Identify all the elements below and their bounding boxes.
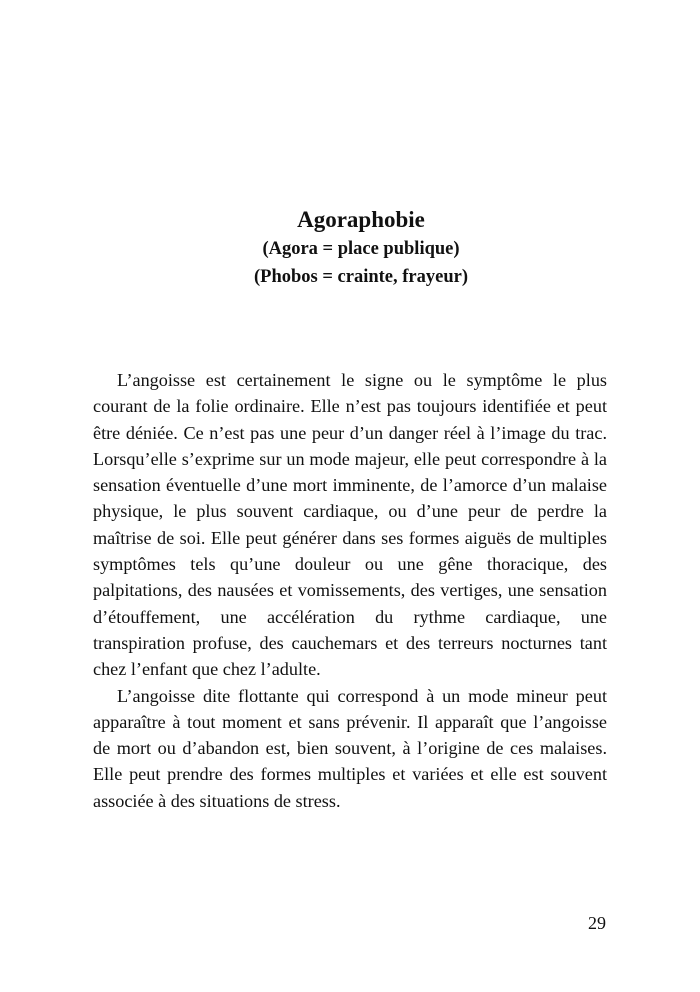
page-number: 29	[588, 913, 606, 933]
chapter-title: Agoraphobie	[297, 207, 425, 232]
chapter-subtitle-etymology-phobos: (Phobos = crainte, frayeur)	[254, 267, 468, 287]
paragraph: L’angoisse dite flottante qui correspond à un mode mineur peut apparaître à tout moment et sans prévenir. Il apparaît que l’angoisse de mort ou d’abandon est, bien souvent, à l’origine de ces malaises. Elle peut prendre des formes multiples et variées et elle est souvent associée à des situations de stress.	[93, 685, 607, 811]
chapter-heading	[0, 205, 700, 291]
chapter-subtitle-etymology-agora: (Agora = place publique)	[262, 239, 460, 259]
body-text	[93, 367, 607, 814]
paragraph: L’angoisse est certainement le signe ou le symptôme le plus courant de la folie ordinaire. Elle n’est pas toujours identifiée et peut être déniée. Ce n’est pas une peur d’un danger réel à l’image du trac. Lorsqu’elle s’exprime sur un mode majeur, elle peut correspondre à la sensation éventuelle d’une mort imminente, de l’amorce d’un malaise physique, le plus souvent cardiaque, ou d’une peur de perdre la maîtrise de soi. Elle peut générer dans ses formes aiguës de multiples symptômes tels qu’une douleur ou une gêne thoracique, des palpitations, des nausées et vomissements, des vertiges, une sensation d’étouffement, une accélération du rythme cardiaque, une transpiration profuse, des cauchemars et des terreurs nocturnes tant chez l’enfant que chez l’adulte.	[93, 370, 607, 680]
